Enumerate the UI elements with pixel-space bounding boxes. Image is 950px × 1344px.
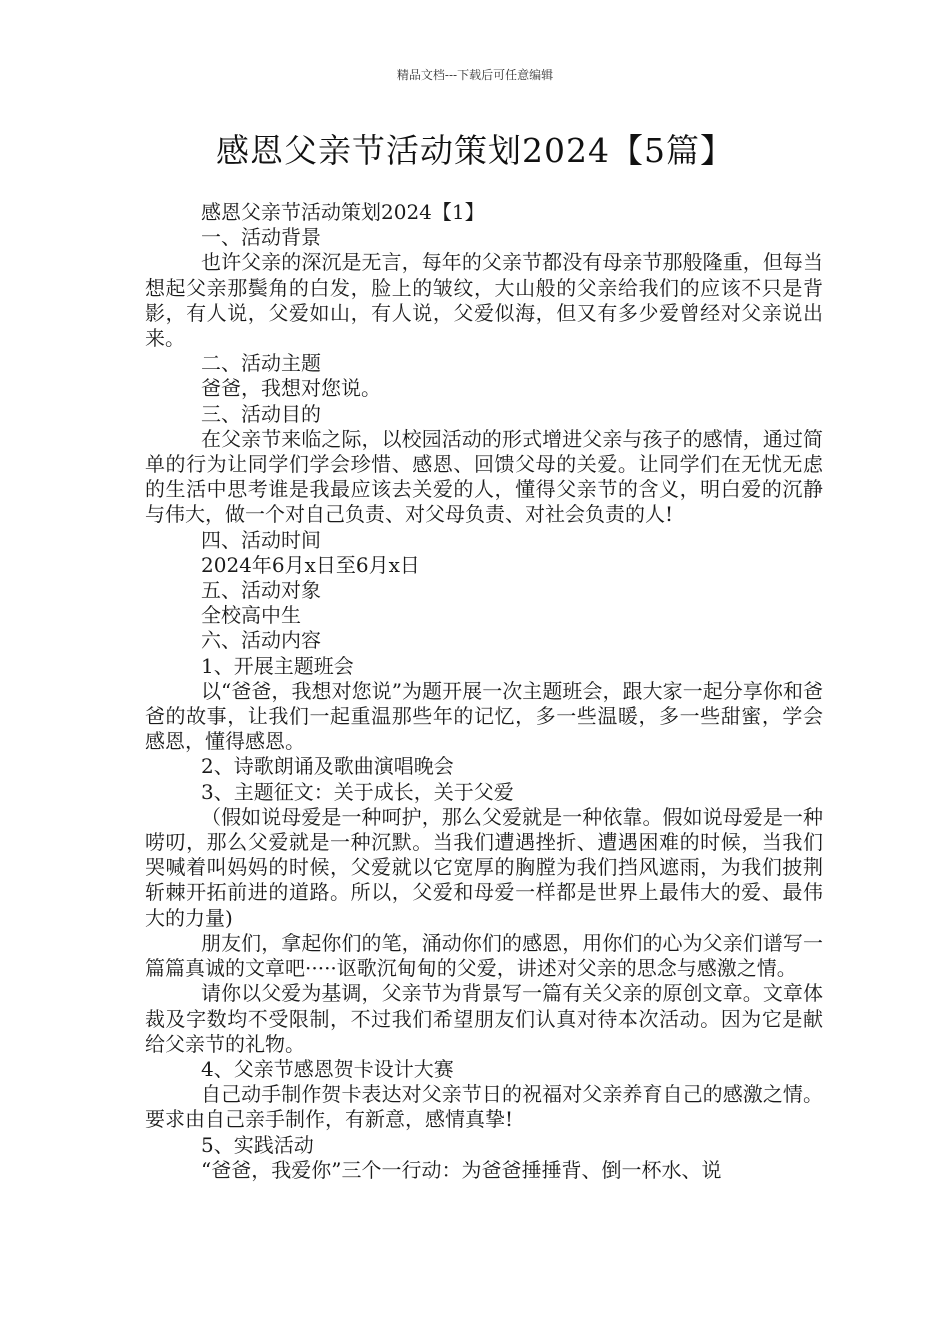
body-paragraph: 自己动手制作贺卡表达对父亲节日的祝福对父亲养育自己的感激之情。要求由自己亲手制作，有新意，感情真挚!	[145, 1082, 823, 1132]
section-heading: 一、活动背景	[201, 225, 321, 250]
section-heading: 六、活动内容	[201, 628, 321, 653]
body-line: 全校高中生	[201, 603, 301, 628]
section-heading: 三、活动目的	[201, 401, 321, 426]
body-line: 爸爸，我想对您说。	[201, 376, 381, 401]
section-heading: 二、活动主题	[201, 351, 321, 376]
document-title: 感恩父亲节活动策划2024【5篇】	[216, 131, 734, 170]
section-heading: 四、活动时间	[201, 527, 321, 552]
body-paragraph: 在父亲节来临之际，以校园活动的形式增进父亲与孩子的感情，通过简单的行为让同学们学会珍惜、感恩、回馈父母的关爱。让同学们在无忧无虑的生活中思考谁是我最应该去关爱的人，懂得父亲节的含义，明白爱的沉静与伟大，做一个对自己负责、对父母负责、对社会负责的人!	[145, 426, 823, 527]
body-line: 2024年6月x日至6月x日	[201, 552, 420, 577]
body-paragraph: （假如说母爱是一种呵护，那么父爱就是一种依靠。假如说母爱是一种唠叨，那么父爱就是一种沉默。当我们遭遇挫折、遭遇困难的时候，当我们哭喊着叫妈妈的时候，父爱就以它宽厚的胸膛为我们挡风遮雨，为我们披荆斩棘开拓前进的道路。所以，父爱和母爱一样都是世界上最伟大的爱、最伟大的力量)	[145, 804, 823, 930]
body-paragraph: 请你以父爱为基调，父亲节为背景写一篇有关父亲的原创文章。文章体裁及字数均不受限制，不过我们希望朋友们认真对待本次活动。因为它是献给父亲节的礼物。	[145, 981, 823, 1056]
subsection-heading: 4、父亲节感恩贺卡设计大赛	[201, 1056, 454, 1081]
subsection-heading: 5、实践活动	[201, 1132, 314, 1157]
body-paragraph: 朋友们，拿起你们的笔，涌动你们的感恩，用你们的心为父亲们谱写一篇篇真诚的文章吧·····讴歌沉甸甸的父爱，讲述对父亲的思念与感激之情。	[145, 930, 823, 981]
body-paragraph: 以“爸爸，我想对您说”为题开展一次主题班会，跟大家一起分享你和爸爸的故事，让我们一起重温那些年的记忆，多一些温暖，多一些甜蜜，学会感恩，懂得感恩。	[145, 678, 823, 754]
subsection-heading: 2、诗歌朗诵及歌曲演唱晚会	[201, 754, 454, 779]
body-paragraph: 也许父亲的深沉是无言，每年的父亲节都没有母亲节那般隆重，但每当想起父亲那鬓角的白发，脸上的皱纹，大山般的父亲给我们的应该不只是背影，有人说，父爱如山，有人说，父爱似海，但又有多少爱曾经对父亲说出来。	[145, 250, 823, 351]
subsection-heading: 3、主题征文：关于成长，关于父爱	[201, 779, 514, 804]
page-header-note: 精品文档---下载后可任意编辑	[396, 68, 554, 82]
body-paragraph: “爸爸，我爱你”三个一行动：为爸爸捶捶背、倒一杯水、说	[201, 1157, 722, 1182]
section-heading: 五、活动对象	[201, 578, 321, 603]
document-body	[145, 200, 823, 1183]
subtitle-heading: 感恩父亲节活动策划2024【1】	[201, 200, 485, 224]
subsection-heading: 1、开展主题班会	[201, 653, 354, 678]
